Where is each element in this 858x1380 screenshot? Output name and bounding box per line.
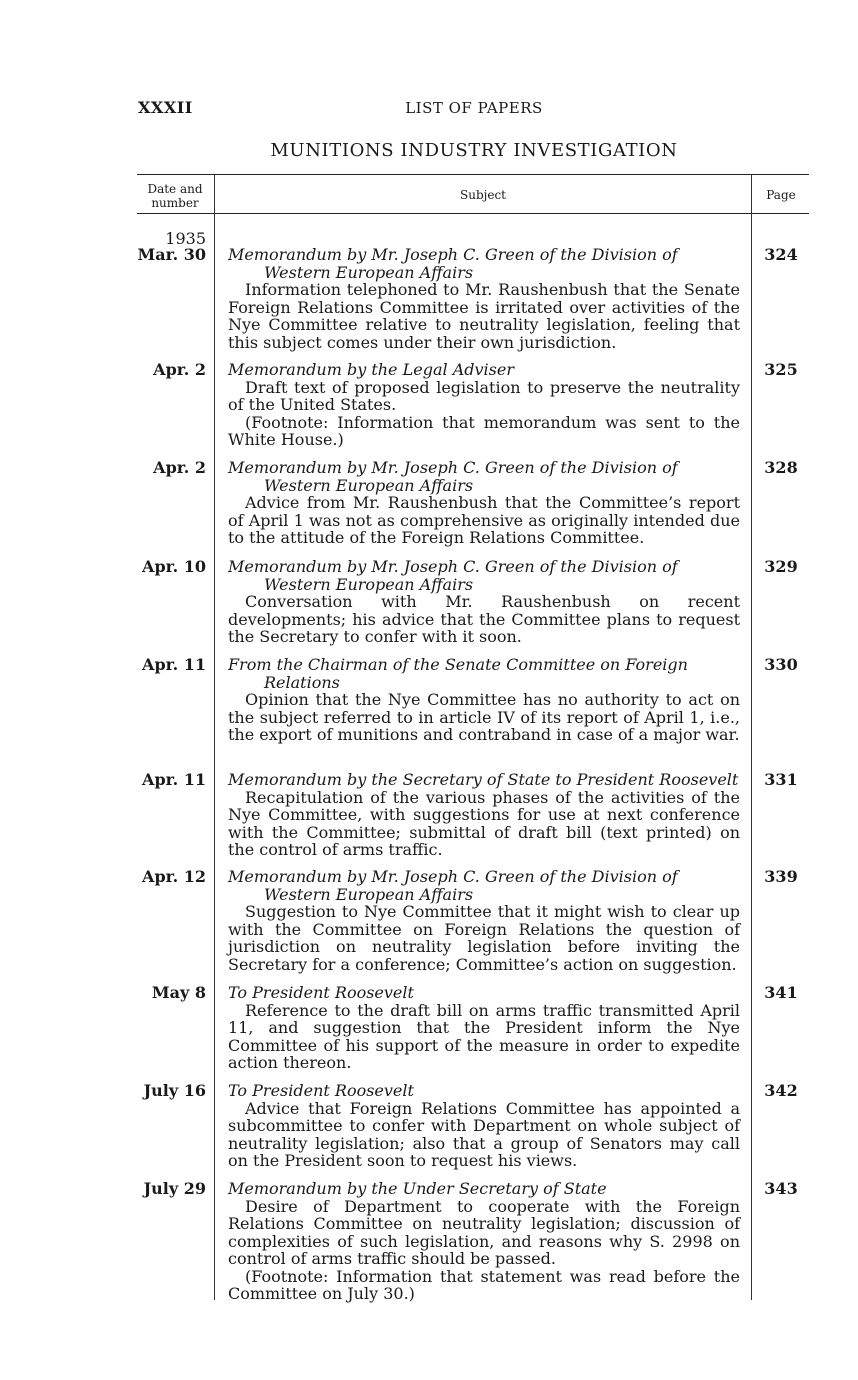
entry-date: Apr. 11 <box>142 770 206 789</box>
column-header-page: Page <box>766 188 796 202</box>
entry-description: Information telephoned to Mr. Raushenbush that the Senate Foreign Relations Committee is irritated over activities of the Nye Committee relative to neutrality legislation, feeling that this subject comes under their own jurisdiction. <box>228 280 740 352</box>
entry-subject <box>228 1180 740 1303</box>
entry-title: From the Chairman of the Senate Committee on Foreign Relations <box>228 655 688 692</box>
entry-page: 343 <box>764 1179 798 1198</box>
column-header-date-line2: number <box>151 196 199 210</box>
entry-date: Mar. 30 <box>137 245 206 264</box>
year-label: 1935 <box>165 229 206 248</box>
entry-page: 331 <box>764 770 798 789</box>
entry-title: Memorandum by the Under Secretary of State <box>228 1179 607 1198</box>
entry-title: Memorandum by Mr. Joseph C. Green of the Division of Western European Affairs <box>228 867 678 904</box>
column-header-date-line1: Date and <box>147 182 203 196</box>
page-number: XXXII <box>138 98 193 117</box>
entry-subject <box>228 771 740 859</box>
entry-subject <box>228 656 740 744</box>
entry-page: 325 <box>764 360 798 379</box>
entry-title: Memorandum by Mr. Joseph C. Green of the Division of Western European Affairs <box>228 245 678 282</box>
papers-table <box>137 174 809 1303</box>
entry-subject <box>228 459 740 547</box>
entry-subject <box>228 1082 740 1170</box>
entry-page: 342 <box>764 1081 798 1100</box>
entry-title: To President Roosevelt <box>228 1081 414 1100</box>
entry-footnote: (Footnote: Information that memorandum was sent to the White House.) <box>228 412 740 449</box>
running-head <box>138 98 810 120</box>
entry-description: Opinion that the Nye Committee has no authority to act on the subject referred to in article IV of its report of April 1, i.e., the export of munitions and contraband in case of a major war. <box>228 690 740 744</box>
entry-page: 341 <box>764 983 798 1002</box>
entry-page: 339 <box>764 867 798 886</box>
column-header-subject: Subject <box>460 188 506 202</box>
entry-date: Apr. 12 <box>142 867 206 886</box>
entry-date: Apr. 10 <box>142 557 206 576</box>
entry-page: 328 <box>764 458 798 477</box>
subject-page-divider <box>751 174 752 1300</box>
entry-subject <box>228 558 740 646</box>
entry-page: 329 <box>764 557 798 576</box>
entry-title: Memorandum by Mr. Joseph C. Green of the Division of Western European Affairs <box>228 458 678 495</box>
running-title: LIST OF PAPERS <box>405 99 543 117</box>
entry-description: Advice from Mr. Raushenbush that the Committee’s report of April 1 was not as comprehensive as originally intended due to the attitude of the Foreign Relations Committee. <box>228 493 740 547</box>
entry-page: 330 <box>764 655 798 674</box>
date-subject-divider <box>214 174 215 1300</box>
entry-description: Advice that Foreign Relations Committee has appointed a subcommittee to confer with Department on whole subject of neutrality legislation; also that a group of Senators may call on the President soon to request his views. <box>228 1098 740 1170</box>
entry-footnote: (Footnote: Information that statement was read before the Committee on July 30.) <box>228 1266 740 1303</box>
entry-title: Memorandum by Mr. Joseph C. Green of the Division of Western European Affairs <box>228 557 678 594</box>
entry-description: Recapitulation of the various phases of the activities of the Nye Committee, with suggestions for use at next conference with the Committee; submittal of draft bill (text printed) on the control of arms traffic. <box>228 787 740 859</box>
section-title: MUNITIONS INDUSTRY INVESTIGATION <box>270 140 678 161</box>
column-header-date <box>137 182 213 210</box>
entry-title: Memorandum by the Secretary of State to President Roosevelt <box>228 770 739 789</box>
entry-subject <box>228 361 740 449</box>
entry-subject <box>228 246 740 351</box>
entry-description: Draft text of proposed legislation to preserve the neutrality of the United States. <box>228 377 740 414</box>
entry-description: Conversation with Mr. Raushenbush on recent developments; his advice that the Committee plans to request the Secretary to confer with it soon. <box>228 592 740 646</box>
entry-date: May 8 <box>151 983 206 1002</box>
entry-date: Apr. 2 <box>153 458 206 477</box>
entry-date: July 29 <box>143 1179 206 1198</box>
entry-subject <box>228 868 740 973</box>
entry-subject <box>228 984 740 1072</box>
entry-date: Apr. 11 <box>142 655 206 674</box>
entry-page: 324 <box>764 245 798 264</box>
entry-title: Memorandum by the Legal Adviser <box>228 360 514 379</box>
entry-title: To President Roosevelt <box>228 983 414 1002</box>
entry-description: Reference to the draft bill on arms traffic transmitted April 11, and suggestion that the President inform the Nye Committee of his support of the measure in order to expedite action thereon. <box>228 1000 740 1072</box>
entry-description: Desire of Department to cooperate with the Foreign Relations Committee on neutrality legislation; discussion of complexities of such legislation, and reasons why S. 2998 on control of arms traffic should be passed. <box>228 1196 740 1268</box>
entry-date: July 16 <box>143 1081 206 1100</box>
table-top-rule <box>137 174 809 175</box>
table-header-rule <box>137 213 809 214</box>
entry-description: Suggestion to Nye Committee that it might wish to clear up with the Committee on Foreign Relations the question of jurisdiction on neutrality legislation before inviting the Secretary for a conference; Committee’s action on suggestion. <box>228 902 740 974</box>
entry-date: Apr. 2 <box>153 360 206 379</box>
